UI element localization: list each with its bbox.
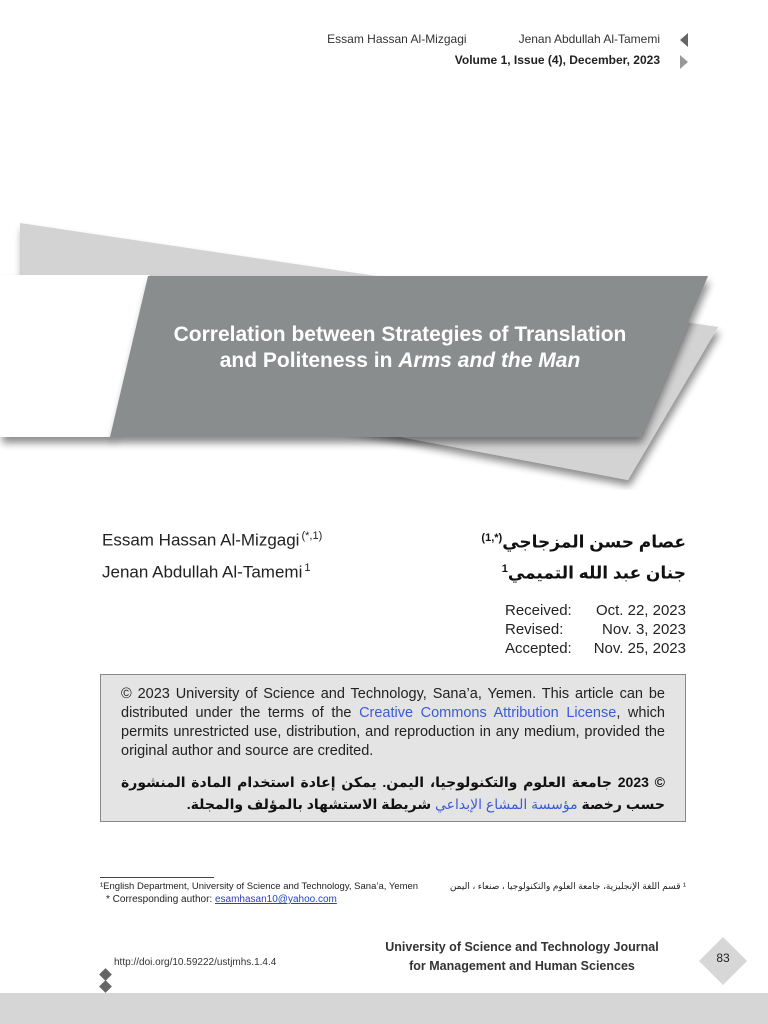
page-number: 83 [716, 951, 730, 965]
running-header-authors [327, 32, 660, 46]
revised-date: Revised: Nov. 3, 2023 [505, 621, 686, 638]
running-header-volume: Volume 1, Issue (4), December, 2023 [454, 53, 660, 67]
footnote-affiliation: ¹English Department, University of Science and Technology, Sana’a, Yemen [100, 881, 419, 892]
header-author-2: Jenan Abdullah Al-Tamemi [518, 32, 660, 46]
author-english-2: Jenan Abdullah Al-Tamemi $^1$ [102, 562, 311, 582]
author-arabic-2: جنان عبد الله التميمي$^1$ [501, 563, 686, 583]
received-date: Received: Oct. 22, 2023 [505, 602, 686, 619]
author-arabic-1: عصام حسن المزجاجي$^{(*,1)}$ [481, 532, 686, 552]
creative-commons-link[interactable]: Creative Commons Attribution License [359, 705, 617, 721]
diamond-icon [99, 968, 112, 981]
triangle-left-icon [680, 33, 688, 47]
header-author-1: Essam Hassan Al-Mizgagi [327, 32, 467, 46]
license-box [100, 674, 686, 822]
corresponding-email-link[interactable]: esamhasan10@yahoo.com [214, 894, 337, 905]
diamond-icon [99, 980, 112, 993]
triangle-right-icon [680, 55, 688, 69]
journal-name: University of Science and Technology Journal for Management and Human Sciences [385, 940, 659, 973]
creative-commons-link-arabic[interactable]: مؤسسة المشاع الإبداعي [435, 796, 578, 812]
article-dates [505, 601, 686, 658]
title-line-1: Correlation between Strategies of Translation [173, 323, 627, 346]
footnote-divider [100, 877, 214, 878]
author-2-affiliation-marker: 1 [304, 562, 311, 574]
accepted-date: Accepted: Nov. 25, 2023 [505, 640, 686, 657]
license-text-english: © 2023 University of Science and Technology, Sana’a, Yemen. This article can be distributed under the terms of the Creative Commons Attribution License, which permits unrestricted use, distribution, and reproduction in any medium, provided the original author and source are credited. [121, 686, 665, 759]
footnote-corresponding: * Corresponding author: esamhasan10@yahoo.com [106, 894, 337, 905]
footer-bar [0, 993, 768, 1024]
doi-link[interactable]: http://doi.org/10.59222/ustjmhs.1.4.4 [114, 957, 277, 968]
title-italic-work: Arms and the Man [398, 349, 581, 372]
author-english-1: Essam Hassan Al-Mizgagi $^{(*,1)}$ [102, 530, 323, 550]
article-title [120, 322, 680, 374]
license-text-arabic: © 2023 جامعة العلوم والتكنولوجيا، اليمن. يمكن إعادة استخدام المادة المنشورة حسب رخصة مؤسسة المشاع الإبداعي شريطة الاستشهاد بالمؤلف والمجلة. [121, 774, 665, 812]
title-line-2: and Politeness in Arms and the Man [219, 349, 581, 372]
author-1-affiliation-marker: (*,1) [301, 530, 323, 542]
footnote-affiliation-arabic: ¹ قسم اللغة الإنجليزية، جامعة العلوم والتكنولوجيا ، صنعاء ، اليمن [449, 881, 686, 891]
